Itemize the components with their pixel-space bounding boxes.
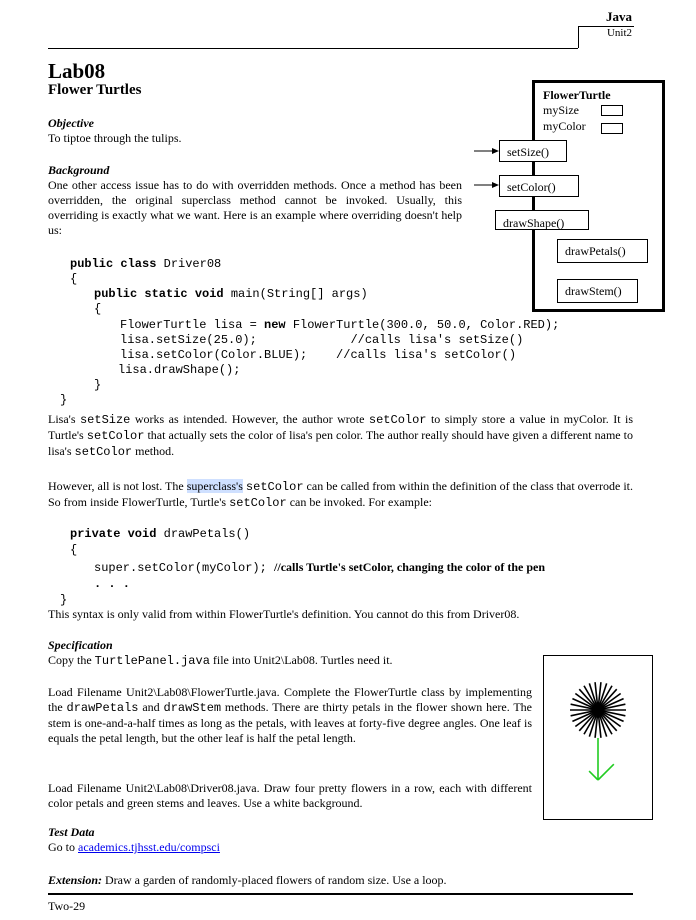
header-unit: Unit2 <box>606 27 632 39</box>
test-data-text: Go to academics.tjhsst.edu/compsci <box>48 840 220 854</box>
code-line: lisa.setColor(Color.BLUE); //calls lisa's setColor() <box>120 348 517 362</box>
test-data-link[interactable]: academics.tjhsst.edu/compsci <box>78 840 220 854</box>
code-line: private void drawPetals() <box>70 527 251 541</box>
footer-rule <box>48 893 633 895</box>
code-line: { <box>70 543 78 557</box>
diagram-class-name: FlowerTurtle <box>543 88 611 102</box>
specification-load-flowerturtle: Load Filename Unit2\Lab08\FlowerTurtle.java. Complete the FlowerTurtle class by implementing the drawPetals and drawStem methods. There are thirty petals in the flower shown here. The stem is one-and-a-half times as long as the petals, with leaves at forty-five degree angles. One leaf is equals the petal length, but the other leaf is half the petal length. <box>48 685 532 745</box>
background-heading: Background <box>48 163 110 177</box>
background-text: One other access issue has to do with overridden methods. Once a method has been overridden, the original superclass method cannot be invoked. Usually, this overriding is exactly what we want. Here is an example where overriding doesn't help us: <box>48 178 462 237</box>
explanation-paragraph-3: This syntax is only valid from within FlowerTurtle's definition. You cannot do this from Driver08. <box>48 607 520 621</box>
code-line: super.setColor(myColor); //calls Turtle's setColor, changing the color of the pen <box>94 560 546 575</box>
diagram-method-drawstem: drawStem() <box>557 279 638 303</box>
code-line: { <box>94 302 102 316</box>
explanation-paragraph-2: However, all is not lost. The superclass's setColor can be called from within the definition of the class that overrode it. So from inside FlowerTurtle, Turtle's setColor can be invoked. For example: <box>48 479 634 510</box>
code-line: { <box>70 272 78 286</box>
code-line: } <box>60 393 68 407</box>
header-course: Java <box>606 9 632 24</box>
specification-heading: Specification <box>48 638 113 652</box>
objective-heading: Objective <box>48 116 94 130</box>
flower-leaf-short <box>589 771 598 780</box>
diagram-field-size: mySize <box>543 103 579 117</box>
page-number: Two-29 <box>48 899 86 913</box>
code-line: public class Driver08 <box>70 257 222 271</box>
flower-figure <box>543 655 653 820</box>
objective-text: To tiptoe through the tulips. <box>48 131 182 145</box>
page-subtitle: Flower Turtles <box>48 82 142 98</box>
header-rule-vertical <box>578 26 579 48</box>
test-data-heading: Test Data <box>48 825 95 839</box>
diagram-field-color-box <box>601 123 623 134</box>
code-line: lisa.setSize(25.0); //calls lisa's setSize() <box>120 333 524 347</box>
flower-leaf-long <box>598 764 614 780</box>
code-line: } <box>60 593 68 607</box>
diagram-method-drawpetals: drawPetals() <box>557 239 648 263</box>
diagram-field-size-box <box>601 105 623 116</box>
flower-center <box>593 705 603 715</box>
code-line: FlowerTurtle lisa = new FlowerTurtle(300.0, 50.0, Color.RED); <box>120 318 560 332</box>
header-rule-top <box>578 26 634 27</box>
extension-text: Extension: Draw a garden of randomly-placed flowers of random size. Use a loop. <box>48 873 447 887</box>
code-line: lisa.drawShape(); <box>118 363 241 377</box>
diagram-field-color: myColor <box>543 119 586 133</box>
diagram-method-setsize: setSize() <box>499 140 567 162</box>
diagram-method-drawshape: drawShape() <box>495 210 589 230</box>
code-line: . . . <box>94 577 131 591</box>
header-rule <box>48 48 578 49</box>
diagram-method-setcolor: setColor() <box>499 175 579 197</box>
code-line: public static void main(String[] args) <box>94 287 368 301</box>
page-title: Lab08 <box>48 59 106 83</box>
code-line: } <box>94 378 102 392</box>
flower-illustration <box>544 656 652 819</box>
diagram-arrows <box>470 140 510 190</box>
explanation-paragraph-1: Lisa's setSize works as intended. However, the author wrote setColor to simply store a value in myColor. It is Turtle's setColor that actually sets the color of lisa's pen color. The author really should have given a different name to lisa's setColor method. <box>48 412 634 459</box>
specification-load-driver: Load Filename Unit2\Lab08\Driver08.java. Draw four pretty flowers in a row, each with different color petals and green stems and leaves. Use a white background. <box>48 781 532 810</box>
specification-copy: Copy the TurtlePanel.java file into Unit2\Lab08. Turtles need it. <box>48 653 393 668</box>
